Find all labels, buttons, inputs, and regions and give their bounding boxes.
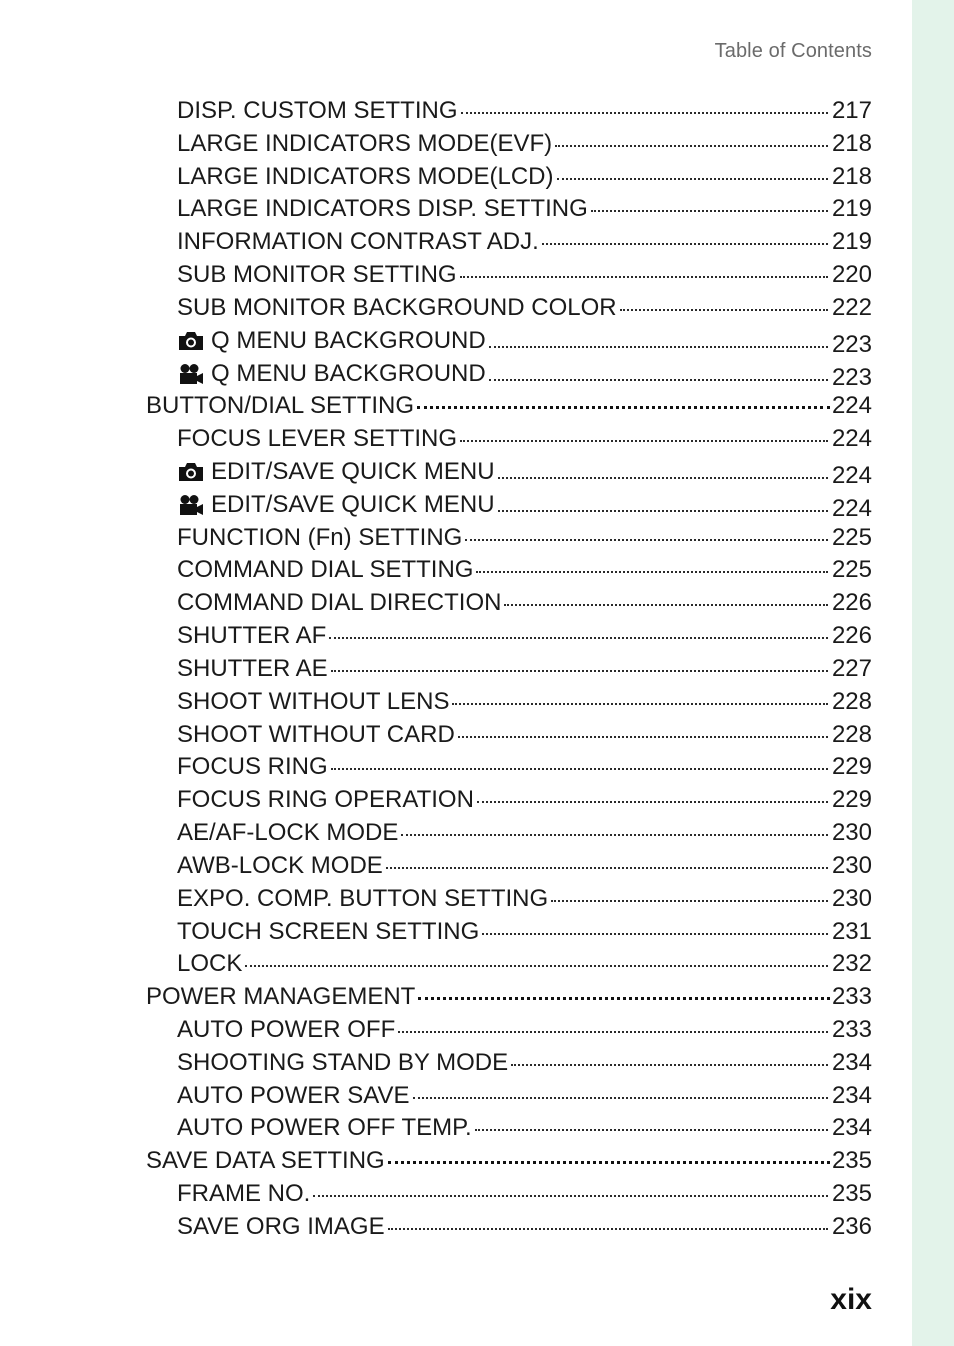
toc-page-number: 234 — [831, 1114, 872, 1142]
toc-page-number: 225 — [831, 556, 872, 584]
toc-entry-title — [177, 751, 328, 783]
dot-leader — [458, 736, 828, 738]
toc-entry-row[interactable] — [177, 850, 872, 882]
dot-leader — [388, 1161, 830, 1164]
toc-page-number: 230 — [831, 819, 872, 847]
toc-page-number: 219 — [831, 228, 872, 256]
camera-icon — [177, 461, 205, 483]
toc-page-number: 235 — [831, 1147, 872, 1175]
toc-entry-row[interactable] — [177, 1014, 872, 1046]
dot-leader — [417, 406, 830, 409]
toc-page-number: 226 — [831, 622, 872, 650]
dot-leader — [498, 510, 828, 512]
toc-entry-title — [177, 522, 462, 554]
toc-section-row[interactable] — [146, 1145, 872, 1177]
dot-leader — [476, 571, 827, 573]
toc-page-number: 233 — [831, 983, 872, 1011]
toc-entry-title — [177, 128, 552, 160]
toc-page-number: 218 — [831, 162, 872, 190]
toc-entry-text: LARGE INDICATORS DISP. SETTING — [177, 195, 588, 223]
toc-page-number: 233 — [831, 1015, 872, 1043]
toc-entry-text: AUTO POWER SAVE — [177, 1081, 410, 1109]
toc-entry-text: SUB MONITOR BACKGROUND COLOR — [177, 293, 617, 321]
toc-entry-title — [177, 292, 617, 324]
toc-entry-row[interactable] — [177, 620, 872, 652]
toc-entry-row[interactable] — [177, 226, 872, 258]
toc-entry-title — [177, 1014, 395, 1046]
toc-entry-text: SHOOT WITHOUT LENS — [177, 687, 450, 715]
toc-page-number: 228 — [831, 687, 872, 715]
toc-entry-text: SHUTTER AF — [177, 622, 327, 650]
toc-page-number: 229 — [831, 786, 872, 814]
toc-entry-title — [177, 1080, 410, 1112]
toc-entry-row[interactable] — [177, 292, 872, 324]
toc-entry-text: Q MENU BACKGROUND — [211, 326, 486, 354]
toc-entry-text: SUB MONITOR SETTING — [177, 261, 457, 289]
toc-page-number: 224 — [831, 425, 872, 453]
dot-leader — [452, 703, 827, 705]
dot-leader — [511, 1064, 828, 1066]
toc-page-number: 229 — [831, 753, 872, 781]
toc-entry-text: AUTO POWER OFF TEMP. — [177, 1114, 472, 1142]
movie-camera-icon — [177, 363, 205, 385]
dot-leader — [498, 477, 828, 479]
page-number: xix — [830, 1283, 872, 1316]
toc-entry-text: TOUCH SCREEN SETTING — [177, 917, 480, 945]
toc-entry-text: SHOOT WITHOUT CARD — [177, 720, 455, 748]
toc-page-number: 232 — [831, 950, 872, 978]
toc-entry-text: SAVE DATA SETTING — [146, 1147, 385, 1175]
toc-page-number: 224 — [831, 462, 872, 490]
toc-entry-text: AE/AF-LOCK MODE — [177, 819, 399, 847]
toc-entry-text: FOCUS RING OPERATION — [177, 786, 474, 814]
toc-entry-row[interactable] — [177, 95, 872, 127]
dot-leader — [388, 1228, 828, 1230]
toc-entry-row[interactable] — [177, 1211, 872, 1243]
toc-page-number: 217 — [831, 97, 872, 124]
toc-page-number: 222 — [831, 293, 872, 321]
toc-page-number: 224 — [831, 494, 872, 522]
toc-entry-row[interactable] — [177, 1080, 872, 1112]
toc-entry-text: FUNCTION (Fn) SETTING — [177, 523, 463, 551]
toc-entry-text: DISP. CUSTOM SETTING — [177, 97, 458, 124]
dot-leader — [591, 210, 828, 212]
toc-entry-text: LARGE INDICATORS MODE(LCD) — [177, 162, 554, 190]
toc-entry-text: FRAME NO. — [177, 1180, 311, 1208]
page-header: Table of Contents — [714, 40, 872, 62]
toc-entry-text: Q MENU BACKGROUND — [211, 359, 486, 387]
toc-entry-title — [177, 916, 479, 948]
movie-camera-icon — [177, 494, 205, 516]
toc-entry-row[interactable] — [177, 325, 872, 357]
dot-leader — [504, 604, 827, 606]
toc-page-number: 227 — [831, 654, 872, 682]
toc-entry-row[interactable] — [177, 1047, 872, 1079]
toc-page-number: 224 — [831, 392, 872, 420]
toc-entry-title — [177, 587, 501, 619]
toc-entry-row[interactable] — [177, 719, 872, 751]
toc-entry-title — [177, 193, 588, 225]
toc-entry-title — [177, 653, 328, 685]
toc-entry-row[interactable] — [177, 259, 872, 291]
toc-section-row[interactable] — [146, 981, 872, 1013]
toc-entry-title — [146, 981, 415, 1013]
dot-leader — [386, 867, 828, 869]
dot-leader — [557, 178, 828, 180]
dot-leader — [555, 145, 828, 147]
dot-leader — [245, 965, 828, 967]
toc-page-number: 223 — [831, 330, 872, 358]
dot-leader — [460, 276, 828, 278]
toc-entry-title — [177, 554, 473, 586]
toc-entry-row[interactable] — [177, 1112, 872, 1144]
toc-entry-text: EDIT/SAVE QUICK MENU — [211, 458, 495, 486]
toc-page-number: 231 — [831, 917, 872, 945]
toc-entry-row[interactable] — [177, 817, 872, 849]
toc-entry-row[interactable] — [177, 193, 872, 225]
toc-page-number: 219 — [831, 195, 872, 223]
toc-page-number: 234 — [831, 1048, 872, 1076]
toc-entry-title — [177, 1211, 385, 1243]
toc-entry-text: SAVE ORG IMAGE — [177, 1212, 385, 1240]
toc-entry-text: AWB-LOCK MODE — [177, 851, 383, 879]
toc-entry-row[interactable] — [177, 161, 872, 193]
dot-leader — [313, 1195, 828, 1197]
dot-leader — [477, 801, 828, 803]
dot-leader — [551, 900, 828, 902]
toc-entry-row[interactable] — [177, 916, 872, 948]
dot-leader — [461, 112, 828, 114]
side-margin-strip — [912, 0, 954, 1346]
dot-leader — [482, 933, 828, 935]
toc-entry-text: FOCUS LEVER SETTING — [177, 425, 458, 453]
dot-leader — [418, 997, 830, 1000]
dot-leader — [465, 539, 828, 541]
toc-entry-title — [177, 850, 383, 882]
toc-entry-title — [177, 259, 457, 291]
toc-entry-row[interactable] — [177, 522, 872, 554]
dot-leader — [489, 379, 828, 381]
toc-entry-title — [177, 686, 449, 718]
toc-entry-title — [146, 1145, 385, 1177]
toc-entry-title — [177, 784, 474, 816]
toc-entry-text: BUTTON/DIAL SETTING — [146, 392, 415, 420]
dot-leader — [401, 834, 828, 836]
toc-entry-text: COMMAND DIAL DIRECTION — [177, 589, 502, 617]
toc-entry-row[interactable] — [177, 358, 872, 390]
toc-entry-text: EXPO. COMP. BUTTON SETTING — [177, 884, 549, 912]
toc-page-number: 228 — [831, 720, 872, 748]
toc-page-number: 226 — [831, 589, 872, 617]
toc-entry-title — [177, 1178, 310, 1210]
toc-page-number: 225 — [831, 523, 872, 551]
toc-entry-row[interactable] — [177, 456, 872, 488]
toc-entry-row[interactable] — [177, 784, 872, 816]
toc-page-number: 235 — [831, 1180, 872, 1208]
toc-entry-text: FOCUS RING — [177, 753, 328, 781]
toc-entry-title — [177, 456, 495, 488]
toc-entry-text: LARGE INDICATORS MODE(EVF) — [177, 129, 553, 157]
toc-entry-title — [177, 489, 495, 521]
toc-entry-text: SHOOTING STAND BY MODE — [177, 1048, 509, 1076]
dot-leader — [398, 1031, 828, 1033]
dot-leader — [620, 309, 828, 311]
dot-leader — [489, 346, 828, 348]
toc-entry-title — [177, 161, 554, 193]
toc-entry-row[interactable] — [177, 883, 872, 915]
toc-page-number: 234 — [831, 1081, 872, 1109]
toc-entry-text: COMMAND DIAL SETTING — [177, 556, 474, 584]
toc-entry-row[interactable] — [177, 1178, 872, 1210]
toc-entry-title — [177, 1047, 508, 1079]
toc-section-row[interactable] — [146, 390, 872, 422]
toc-entry-row[interactable] — [177, 554, 872, 586]
toc-page-number: 218 — [831, 129, 872, 157]
toc-entry-title — [177, 423, 457, 455]
toc-entry-row[interactable] — [177, 423, 872, 455]
toc-entry-row[interactable] — [177, 587, 872, 619]
dot-leader — [413, 1097, 828, 1099]
toc-entry-title — [177, 948, 242, 980]
dot-leader — [475, 1129, 828, 1131]
camera-icon — [177, 330, 205, 352]
toc-entry-title — [177, 719, 455, 751]
dot-leader — [331, 768, 828, 770]
toc-entry-title — [146, 390, 414, 422]
dot-leader — [329, 637, 828, 639]
toc-page-number: 230 — [831, 884, 872, 912]
toc-entry-text: INFORMATION CONTRAST ADJ. — [177, 228, 539, 256]
toc-entry-text: AUTO POWER OFF — [177, 1015, 396, 1043]
toc-entry-text: EDIT/SAVE QUICK MENU — [211, 490, 495, 518]
toc-entry-title — [177, 95, 458, 127]
toc-entry-row[interactable] — [177, 751, 872, 783]
dot-leader — [460, 440, 828, 442]
toc-entry-title — [177, 1112, 472, 1144]
toc-entry-text: LOCK — [177, 950, 243, 978]
toc-entry-row[interactable] — [177, 489, 872, 521]
toc-page-number: 220 — [831, 261, 872, 289]
toc-entry-title — [177, 358, 486, 390]
toc-entry-row[interactable] — [177, 686, 872, 718]
toc-page-number: 223 — [831, 363, 872, 391]
toc-entry-row[interactable] — [177, 948, 872, 980]
toc-entry-row[interactable] — [177, 653, 872, 685]
dot-leader — [331, 670, 828, 672]
dot-leader — [542, 243, 828, 245]
toc-entry-title — [177, 883, 548, 915]
toc-page-number: 236 — [831, 1212, 872, 1240]
toc-entry-text: SHUTTER AE — [177, 654, 328, 682]
toc-entry-title — [177, 817, 398, 849]
toc-entry-title — [177, 620, 326, 652]
toc-entry-title — [177, 226, 539, 258]
toc-entry-title — [177, 325, 486, 357]
toc-page-number: 230 — [831, 851, 872, 879]
toc-entry-row[interactable] — [177, 128, 872, 160]
toc-entry-text: POWER MANAGEMENT — [146, 983, 416, 1011]
